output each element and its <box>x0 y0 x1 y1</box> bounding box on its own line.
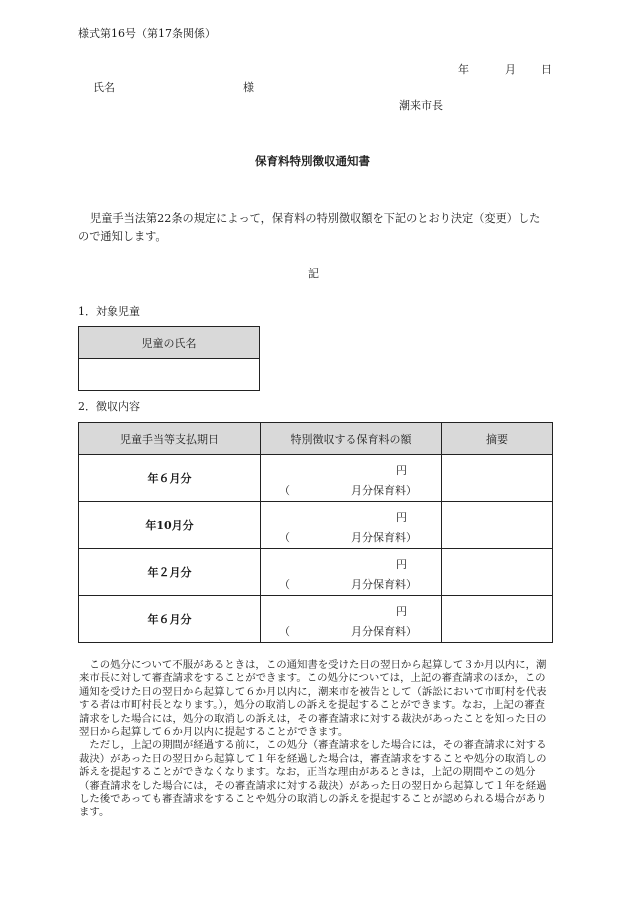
yen-unit: 円 <box>396 558 407 571</box>
amount-cell[interactable] <box>261 455 442 502</box>
amount-cell[interactable] <box>261 549 442 596</box>
section-2-heading: 2．徴収内容 <box>78 400 140 413</box>
appeal-paragraph-2: ただし，上記の期間が経過する前に，この処分（審査請求をした場合には，その審査請求に対する裁決）があった日の翌日から起算して１年を経過した場合は，審査請求をすることや処分の取消しの訴えを提起することができなくなります。なお，正当な理由があるときは，上記の期間やこの処分（審査請求をした場合には，その審査請求に対する裁決）があった日の翌日から起算して１年を経過した後であっても審査請求をすることや処分の取消しの訴えを提起することが認められる場合があります。 <box>79 739 547 819</box>
collection-table <box>78 422 553 643</box>
yen-unit: 円 <box>396 511 407 524</box>
months-label: 月分保育料） <box>351 484 417 497</box>
yen-unit: 円 <box>396 605 407 618</box>
table-row <box>79 455 553 502</box>
table-row <box>79 596 553 643</box>
child-name-cell[interactable] <box>79 359 260 391</box>
recipient-honorific: 様 <box>243 81 254 94</box>
remarks-header: 摘要 <box>442 423 553 455</box>
issuer: 潮来市長 <box>399 99 443 112</box>
table-row <box>79 549 553 596</box>
payment-period: 年10月分 <box>79 502 261 549</box>
section-1-heading: 1．対象児童 <box>78 305 140 318</box>
recipient-name-label: 氏名 <box>93 81 115 94</box>
yen-unit: 円 <box>396 464 407 477</box>
months-label: 月分保育料） <box>351 531 417 544</box>
amount-cell[interactable] <box>261 502 442 549</box>
child-table <box>78 326 260 391</box>
date-day-label: 日 <box>541 63 552 76</box>
remarks-cell[interactable] <box>442 455 553 502</box>
payment-date-header: 児童手当等支払期日 <box>79 423 261 455</box>
child-name-header: 児童の氏名 <box>79 327 260 359</box>
months-label: 月分保育料） <box>351 578 417 591</box>
intro-line-2: ので通知します。 <box>78 230 167 243</box>
ki-marker: 記 <box>308 267 319 280</box>
document-title: 保育料特別徴収通知書 <box>255 154 370 168</box>
form-number: 様式第16号（第17条関係） <box>78 27 216 40</box>
remarks-cell[interactable] <box>442 502 553 549</box>
amount-header: 特別徴収する保育料の額 <box>261 423 442 455</box>
appeal-paragraph-1: この処分について不服があるときは，この通知書を受けた日の翌日から起算して３か月以内に，潮来市長に対して審査請求をすることができます。この処分については，上記の審査請求のほか，この通知を受けた日の翌日から起算して６か月以内に，潮来市を被告として（訴訟において市町村を代表する者は市町村長となります。），処分の取消しの訴えを提起することができます。なお，上記の審査請求をした場合には，処分の取消しの訴えは，その審査請求に対する裁決があったことを知った日の翌日から起算して６か月以内に提起することができます。 <box>79 659 547 739</box>
appeal-notice <box>79 659 553 820</box>
open-paren: （ <box>279 484 290 497</box>
table-row <box>79 502 553 549</box>
payment-period: 年６月分 <box>79 455 261 502</box>
intro-line-1: 児童手当法第22条の規定によって，保育料の特別徴収額を下記のとおり決定（変更）した <box>90 212 541 225</box>
payment-period: 年２月分 <box>79 549 261 596</box>
remarks-cell[interactable] <box>442 596 553 643</box>
date-month-label: 月 <box>505 63 516 76</box>
open-paren: （ <box>279 578 290 591</box>
months-label: 月分保育料） <box>351 625 417 638</box>
payment-period: 年６月分 <box>79 596 261 643</box>
date-year-label: 年 <box>458 63 469 76</box>
remarks-cell[interactable] <box>442 549 553 596</box>
amount-cell[interactable] <box>261 596 442 643</box>
open-paren: （ <box>279 531 290 544</box>
open-paren: （ <box>279 625 290 638</box>
